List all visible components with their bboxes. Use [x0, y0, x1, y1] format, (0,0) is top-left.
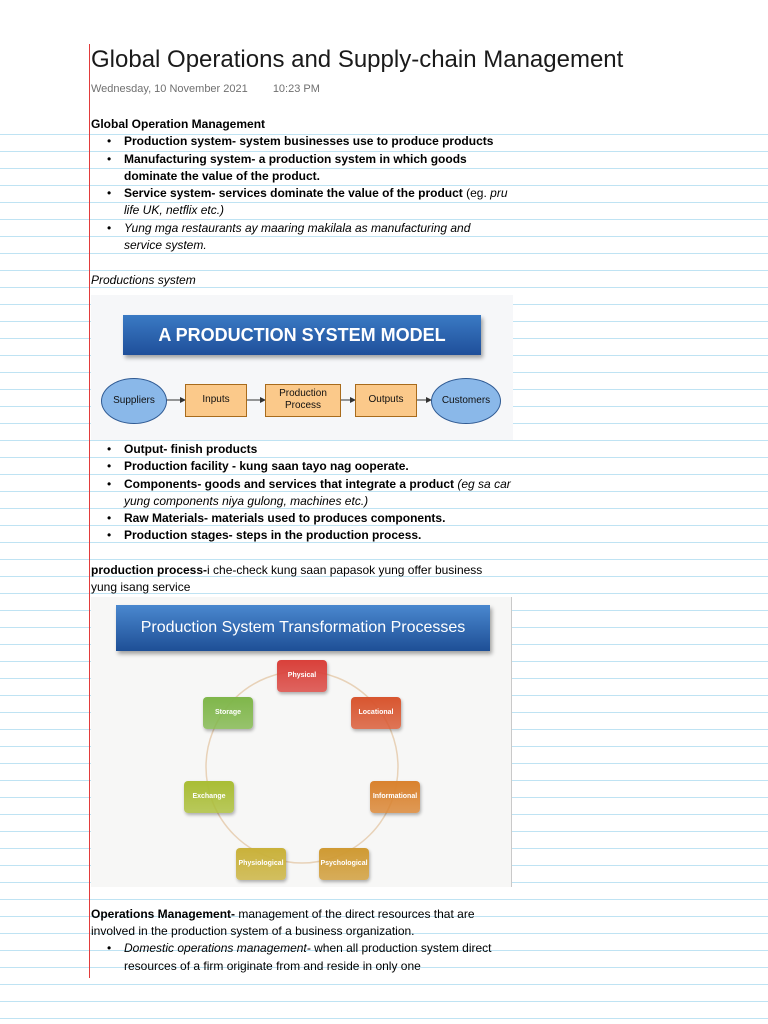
step-physiological: Physiological [236, 848, 286, 880]
bullet-list [91, 441, 511, 545]
node-customers: Customers [431, 378, 501, 424]
paragraph: production process-i che-check kung saan papasok yung offer business yung isang service [91, 563, 483, 595]
page-title: Global Operations and Supply-chain Management [91, 46, 624, 73]
list-item: • Output- finish products [124, 441, 511, 458]
bullet-list [91, 940, 511, 975]
list-item: • Manufacturing system- a production system in which goods dominate the value of the product. [124, 151, 511, 186]
section-heading: Productions system [91, 272, 196, 287]
paragraph: Operations Management- management of the direct resources that are involved in the production system of a business organization. [91, 906, 475, 938]
step-locational: Locational [351, 697, 401, 729]
node-outputs: Outputs [355, 384, 417, 417]
list-item: • Production system- system businesses use to produce products [124, 133, 511, 150]
node-suppliers: Suppliers [101, 378, 167, 424]
list-item: • Production facility - kung saan tayo nag ooperate. [124, 458, 511, 475]
step-physical: Physical [277, 660, 327, 692]
node-inputs: Inputs [185, 384, 247, 417]
node-production-process: Production Process [265, 384, 341, 417]
figure-banner: A PRODUCTION SYSTEM MODEL [123, 315, 481, 355]
bullet-list [91, 133, 511, 254]
page-meta [91, 83, 320, 95]
note-content[interactable] [91, 116, 511, 975]
list-item: • Raw Materials- materials used to produces components. [124, 510, 511, 527]
step-informational: Informational [370, 781, 420, 813]
list-item: • Service system- services dominate the value of the product (eg. pru life UK, netflix etc.) [124, 185, 511, 220]
section-heading: Global Operation Management [91, 117, 266, 131]
list-item: • Yung mga restaurants ay maaring makilala as manufacturing and service system. [124, 220, 511, 255]
list-item: • Components- goods and services that integrate a product (eg sa car yung components niya gulong, machines etc.) [124, 476, 511, 511]
list-item: • Production stages- steps in the production process. [124, 527, 511, 544]
list-item: • Domestic operations management- when all production system direct resources of a firm originate from and reside in only one [124, 940, 511, 975]
step-storage: Storage [203, 697, 253, 729]
step-psychological: Psychological [319, 848, 369, 880]
transformation-processes-image [91, 597, 512, 887]
page-date: Wednesday, 10 November 2021 [91, 83, 248, 95]
production-system-model-image [91, 295, 513, 440]
page-margin-line [89, 44, 90, 978]
figure-banner: Production System Transformation Processes [116, 605, 490, 651]
process-cycle-ring [91, 597, 511, 887]
step-exchange: Exchange [184, 781, 234, 813]
page-time: 10:23 PM [272, 83, 320, 95]
